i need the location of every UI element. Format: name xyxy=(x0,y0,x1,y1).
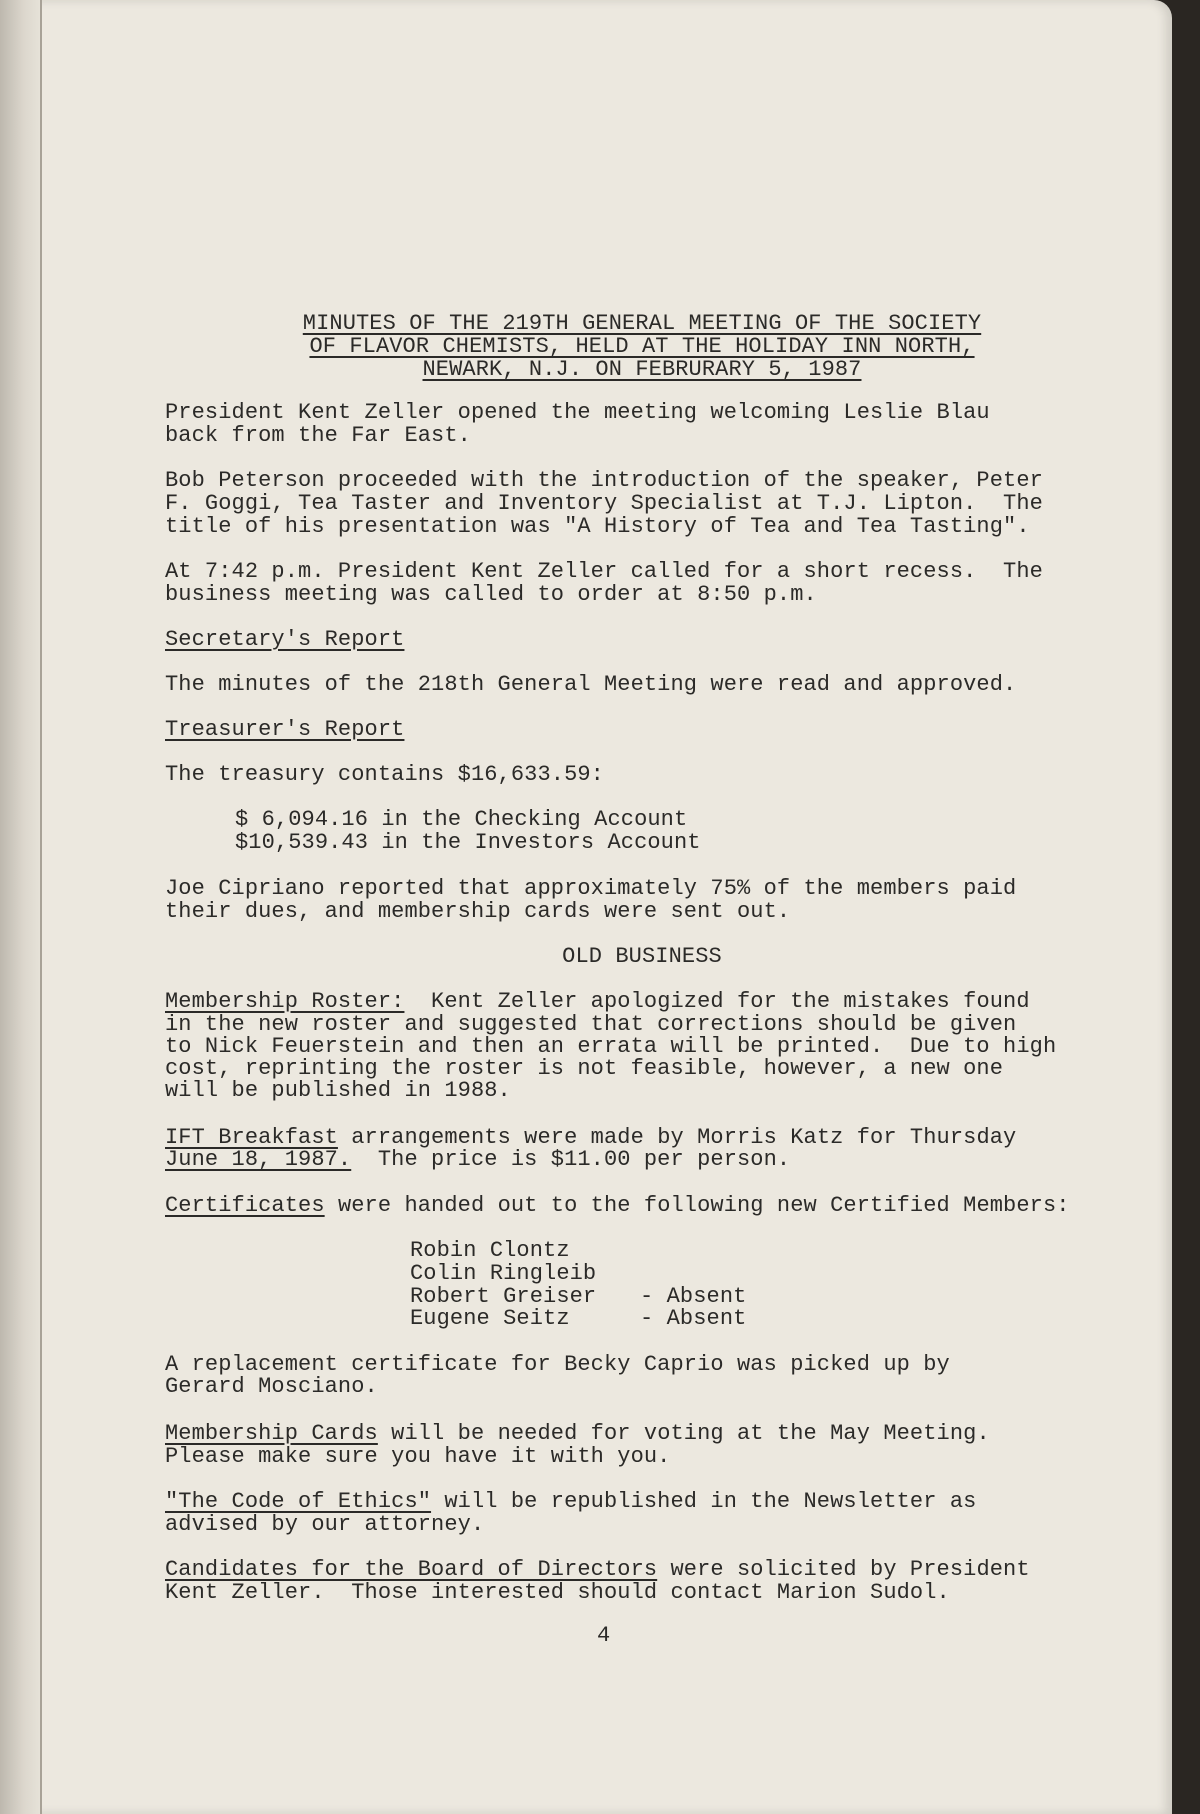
title-line-3 xyxy=(165,358,1119,381)
gutter-line xyxy=(40,0,42,1814)
member-name: Robin Clontz xyxy=(410,1238,570,1263)
ift-date: June 18, 1987. xyxy=(165,1147,352,1172)
roster-lead: Membership Roster: xyxy=(165,989,405,1014)
secretary-heading xyxy=(165,628,404,651)
cards-line xyxy=(165,1422,990,1445)
binding-gutter xyxy=(0,0,40,1814)
roster-line: will be published in 1988. xyxy=(165,1078,511,1103)
roster-line: cost, reprinting the roster is not feasible, however, a new one xyxy=(165,1056,1004,1081)
paragraph-speaker: Bob Peterson proceeded with the introduction of the speaker, Peter xyxy=(165,468,1043,493)
roster-line: in the new roster and suggested that corrections should be given xyxy=(165,1012,1017,1037)
treasurer-heading-text: Treasurer's Report xyxy=(165,717,405,742)
ethics-rest: will be republished in the Newsletter as xyxy=(431,1489,977,1514)
title-line-1 xyxy=(165,312,1119,335)
member-name: Robert Greiser xyxy=(410,1284,597,1309)
page-number: 4 xyxy=(597,1623,611,1648)
cards-rest: will be needed for voting at the May Meeting. xyxy=(377,1421,990,1446)
ethics-line xyxy=(165,1490,976,1513)
treasurer-heading xyxy=(165,718,404,741)
paragraph-opening: President Kent Zeller opened the meeting welcoming Leslie Blau xyxy=(165,400,990,425)
account-line: $10,539.43 in the Investors Account xyxy=(235,830,701,855)
treasurer-text: The treasury contains $16,633.59: xyxy=(165,762,604,787)
roster-rest: Kent Zeller apologized for the mistakes found xyxy=(404,989,1030,1014)
title-text-2: OF FLAVOR CHEMISTS, HELD AT THE HOLIDAY INN NORTH, xyxy=(309,334,975,359)
candidates-lead: Candidates for the Board of Directors xyxy=(165,1557,658,1582)
paragraph-recess: At 7:42 p.m. President Kent Zeller called for a short recess. The xyxy=(165,559,1043,584)
candidates-line2-lead: Kent Zeller. xyxy=(165,1580,325,1605)
secretary-text: The minutes of the 218th General Meeting were read and approved. xyxy=(165,672,1017,697)
ift-line xyxy=(165,1148,790,1171)
candidates-line2-rest: Those interested should contact Marion Sudol. xyxy=(324,1580,950,1605)
member-name: Colin Ringleib xyxy=(410,1261,597,1286)
title-text-1: MINUTES OF THE 219TH GENERAL MEETING OF THE SOCIETY xyxy=(302,311,982,336)
old-business-heading: OLD BUSINESS xyxy=(562,944,722,969)
ethics-lead: "The Code of Ethics" xyxy=(165,1489,432,1514)
title-line-2 xyxy=(165,335,1119,358)
paragraph-speaker: F. Goggi, Tea Taster and Inventory Specialist at T.J. Lipton. The xyxy=(165,491,1043,516)
candidates-line xyxy=(165,1558,1030,1581)
candidates-rest: were solicited by President xyxy=(657,1557,1030,1582)
ethics-line: advised by our attorney. xyxy=(165,1512,485,1537)
paragraph-opening: back from the Far East. xyxy=(165,423,471,448)
certificates-rest: were handed out to the following new Certified Members: xyxy=(324,1193,1070,1218)
paragraph-replacement: Gerard Mosciano. xyxy=(165,1374,378,1399)
cards-lead: Membership Cards xyxy=(165,1421,378,1446)
roster-line xyxy=(165,990,1030,1013)
candidates-line xyxy=(165,1581,950,1604)
secretary-heading-text: Secretary's Report xyxy=(165,627,405,652)
roster-line: to Nick Feuerstein and then an errata will be printed. Due to high xyxy=(165,1034,1057,1059)
paragraph-dues: Joe Cipriano reported that approximately 75% of the members paid xyxy=(165,876,1017,901)
paragraph-speaker: title of his presentation was "A History of Tea and Tea Tasting". xyxy=(165,514,1030,539)
paragraph-recess: business meeting was called to order at 8:50 p.m. xyxy=(165,582,817,607)
certificates-line xyxy=(165,1194,1070,1217)
paragraph-dues: their dues, and membership cards were sent out. xyxy=(165,899,791,924)
member-name: Eugene Seitz xyxy=(410,1306,570,1331)
ift-price: The price is $11.00 per person. xyxy=(351,1147,791,1172)
account-line: $ 6,094.16 in the Checking Account xyxy=(235,807,688,832)
title-text-3: NEWARK, N.J. ON FEBRURARY 5, 1987 xyxy=(422,357,862,382)
paragraph-replacement: A replacement certificate for Becky Caprio was picked up by xyxy=(165,1352,950,1377)
cards-line: Please make sure you have it with you. xyxy=(165,1444,671,1469)
certificates-lead: Certificates xyxy=(165,1193,325,1218)
ift-lead: IFT Breakfast xyxy=(165,1125,338,1150)
member-status: - Absent xyxy=(640,1306,747,1331)
member-status: - Absent xyxy=(640,1284,747,1309)
ift-line xyxy=(165,1126,1016,1149)
ift-rest: arrangements were made by Morris Katz for Thursday xyxy=(337,1125,1017,1150)
